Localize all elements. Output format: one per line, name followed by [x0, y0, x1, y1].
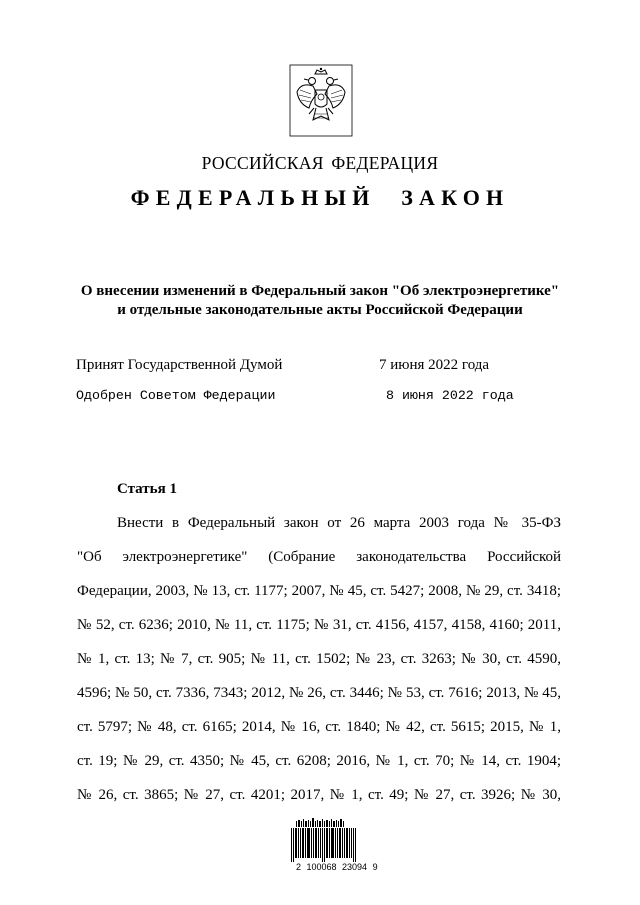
duma-adoption-date: 7 июня 2022 года	[379, 357, 490, 373]
law-subject-line: О внесении изменений в Федеральный закон "Об электроэнергетике"	[80, 283, 560, 299]
duma-adoption-label: Принят Государственной Думой	[76, 357, 283, 373]
law-subject-line: и отдельные законодательные акты Российской Федерации	[117, 302, 523, 318]
barcode-icon	[291, 828, 357, 862]
article-text-line: № 52, ст. 6236; 2010, № 11, ст. 1175; № 31, ст. 4156, 4157, 4158, 4160; 2011,	[77, 617, 561, 633]
article-text-line: № 1, ст. 13; № 7, ст. 905; № 11, ст. 1502; № 23, ст. 3263; № 30, ст. 4590,	[77, 651, 561, 667]
article-text-line: ст. 5797; № 48, ст. 6165; 2014, № 16, ст. 1840; № 42, ст. 5615; 2015, № 1,	[77, 719, 561, 735]
article-text-line: № 26, ст. 3865; № 27, ст. 4201; 2017, № 1, ст. 49; № 27, ст. 3926; № 30,	[77, 787, 561, 803]
article-text-line: ст. 19; № 29, ст. 4350; № 45, ст. 6208; 2016, № 1, ст. 70; № 14, ст. 1904;	[77, 753, 561, 769]
council-approval-label: Одобрен Советом Федерации	[76, 388, 276, 403]
article-text-line: Федерации, 2003, № 13, ст. 1177; 2007, № 45, ст. 5427; 2008, № 29, ст. 3418;	[77, 583, 561, 599]
article-text-line: "Об электроэнергетике" (Собрание законодательства Российской	[77, 549, 561, 565]
coat-of-arms-emblem	[289, 64, 353, 137]
country-title: РОССИЙСКАЯ ФЕДЕРАЦИЯ	[201, 153, 439, 173]
small-barcode-mark	[296, 818, 344, 827]
barcode-number: 2 100068 23094 9	[296, 862, 378, 872]
article-text-line: Внести в Федеральный закон от 26 марта 2003 года № 35-ФЗ	[117, 515, 561, 531]
council-approval-date: 8 июня 2022 года	[386, 388, 514, 403]
law-type-title: ФЕДЕРАЛЬНЫЙ ЗАКОН	[130, 185, 510, 210]
article-heading: Статья 1	[117, 481, 177, 497]
article-text-line: 4596; № 50, ст. 7336, 7343; 2012, № 26, ст. 3446; № 53, ст. 7616; 2013, № 45,	[77, 685, 561, 701]
law-subject	[0, 282, 640, 320]
